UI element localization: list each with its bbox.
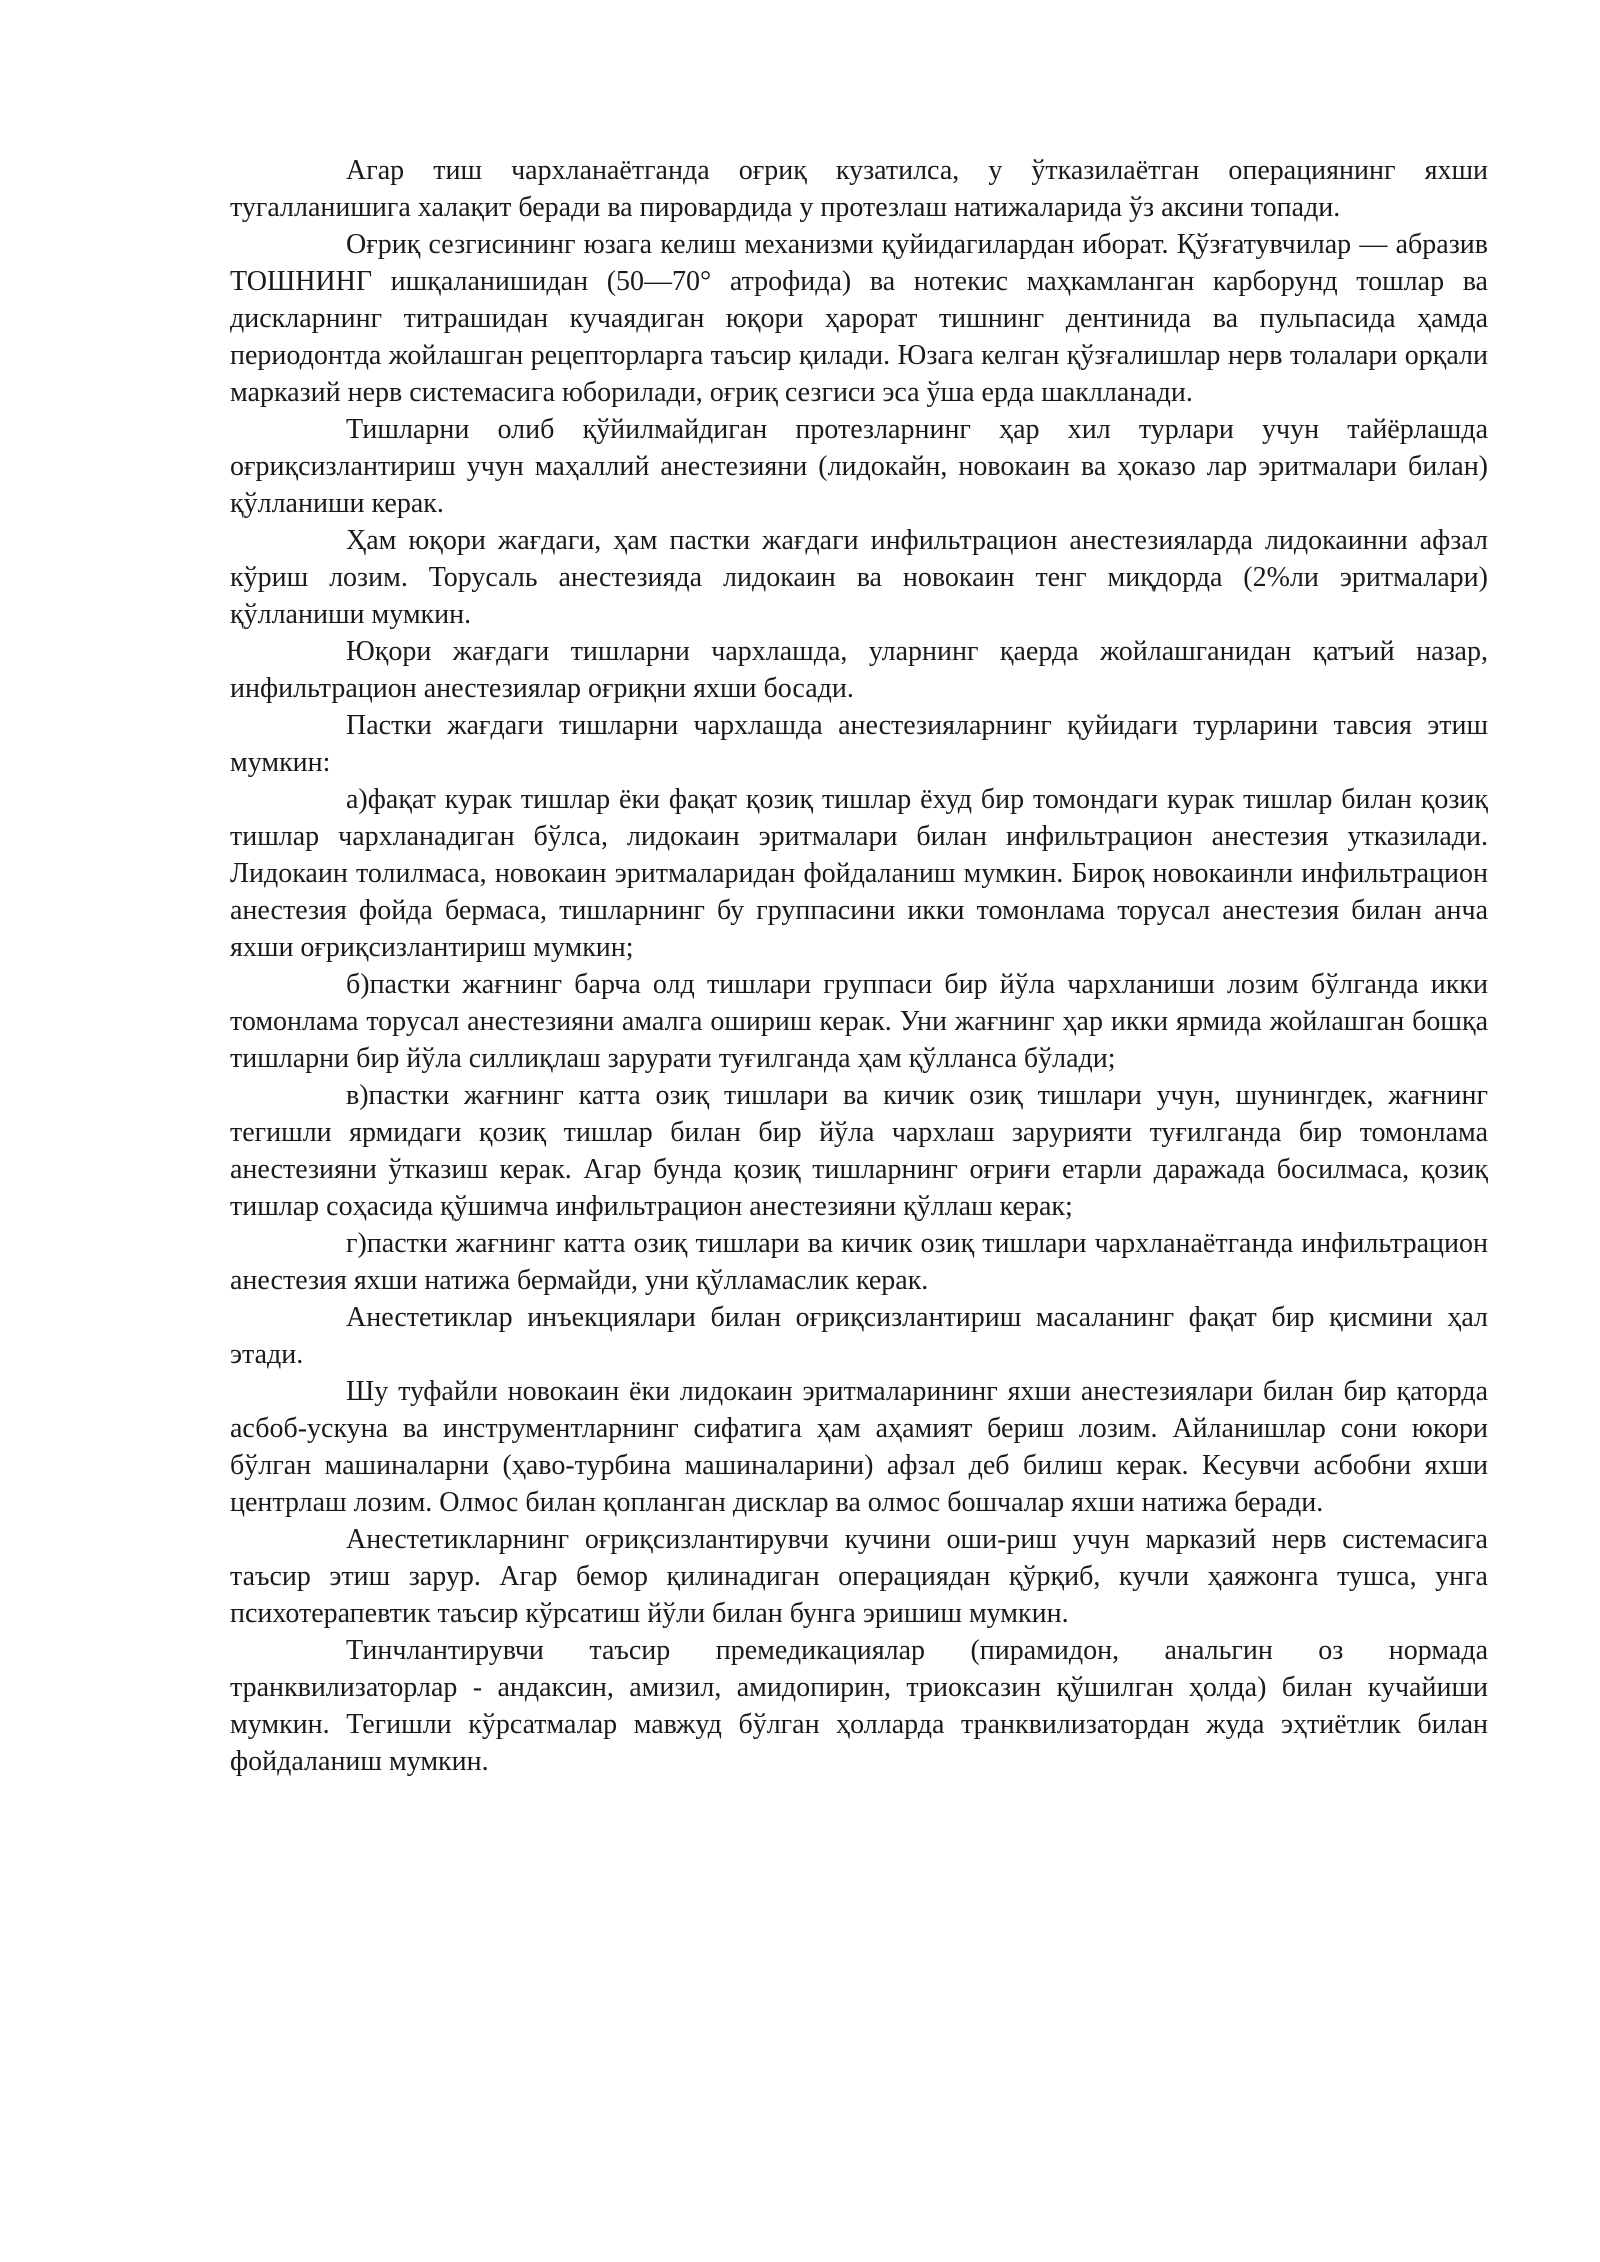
paragraph-pain-mechanism: Оғриқ сезгисининг юзага келиш механизми қуйидагилардан иборат. Қўзғатувчилар — абразив ТОШНИНГ ишқаланишидан (50—70° атрофида) ва нотекис маҳкамланган карборунд тошлар ва дискларнинг титрашидан кучаядиган юқори ҳарорат тишнинг дентинида ва пульпасида ҳамда периодонтда жойлашган рецепторларга таъсир қилади. Юзага келган қўзғалишлар нерв толалари орқали марказий нерв системасига юборилади, оғриқ сезгиси эса ўша ерда шаклланади. — [230, 229, 1488, 408]
paragraph-local-anesthesia: Тишларни олиб қўйилмайдиган протезларнинг ҳар хил турлари учун тайёрлашда оғриқсизлантириш учун маҳаллий анестезияни (лидокайн, новокаин ва ҳоказо лар эритмалари билан) қўлланиши керак. — [230, 414, 1488, 519]
paragraph-instruments: Шу туфайли новокаин ёки лидокаин эритмаларининг яхши анестезиялари билан бир қаторда асбоб-ускуна ва инструментларнинг сифатига ҳам аҳамият бериш лозим. Айланишлар сони юкори бўлган машиналарни (ҳаво-турбина машиналарини) афзал деб билиш керак. Кесувчи асбобни яхши центрлаш лозим. Олмос билан қопланган дисклар ва олмос бошчалар яхши натижа беради. — [230, 1376, 1488, 1518]
paragraph-nervous-system: Анестетикларнинг оғриқсизлантирувчи кучини оши-риш учун марказий нерв системасига таъсир этиш зарур. Агар бемор қилинадиган операциядан қўрқиб, кучли ҳаяжонга тушса, унга психотерапевтик таъсир кўрсатиш йўли билан бунга эришиш мумкин. — [230, 1524, 1488, 1629]
paragraph-anesthetic-injections: Анестетиклар инъекциялари билан оғриқсизлантириш масаланинг фақат бир қисмини ҳал этади. — [230, 1302, 1488, 1370]
paragraph-lower-jaw-intro: Пастки жағдаги тишларни чархлашда анестезияларнинг қуйидаги турларини тавсия этиш мумкин: — [230, 710, 1488, 778]
paragraph-pain-during-grinding: Агар тиш чархланаётганда оғриқ кузатилса, у ўтказилаётган операциянинг яхши тугалланишига халақит беради ва пировардида у протезлаш натижаларида ўз аксини топади. — [230, 155, 1488, 223]
document-page — [230, 152, 1488, 1780]
paragraph-premedication: Тинчлантирувчи таъсир премедикациялар (пирамидон, анальгин оз нормада транквилизаторлар - андаксин, амизил, амидопирин, триоксазин қўшилган ҳолда) билан кучайиши мумкин. Тегишли кўрсатмалар мавжуд бўлган ҳолларда транквилизатордан жуда эҳтиётлик билан фойдаланиш мумкин. — [230, 1635, 1488, 1777]
paragraph-upper-jaw: Юқори жағдаги тишларни чархлашда, уларнинг қаерда жойлашганидан қатъий назар, инфильтрацион анестезиялар оғриқни яхши босади. — [230, 636, 1488, 704]
paragraph-item-g: г)пастки жағнинг катта озиқ тишлари ва кичик озиқ тишлари чархланаётганда инфильтрацион анестезия яхши натижа бермайди, уни қўлламаслик керак. — [230, 1228, 1488, 1296]
paragraph-item-a: а)фақат курак тишлар ёки фақат қозиқ тишлар ёхуд бир томондаги курак тишлар билан қозиқ тишлар чархланадиган бўлса, лидокаин эритмалари билан инфильтрацион анестезия утказилади. Лидокаин толилмаса, новокаин эритмаларидан фойдаланиш мумкин. Бироқ новокаинли инфильтрацион анестезия фойда бермаса, тишларнинг бу группасини икки томонлама торусал анестезия билан анча яхши оғриқсизлантириш мумкин; — [230, 784, 1488, 963]
paragraph-item-b: б)пастки жағнинг барча олд тишлари группаси бир йўла чархланиши лозим бўлганда икки томонлама торусал анестезияни амалга ошириш керак. Уни жағнинг ҳар икки ярмида жойлашган бошқа тишларни бир йўла силлиқлаш зарурати туғилганда ҳам қўлланса бўлади; — [230, 969, 1488, 1074]
paragraph-item-v: в)пастки жағнинг катта озиқ тишлари ва кичик озиқ тишлари учун, шунингдек, жағнинг тегишли ярмидаги қозиқ тишлар билан бир йўла чархлаш зарурияти туғилганда бир томонлама анестезияни ўтказиш керак. Агар бунда қозиқ тишларнинг оғриғи етарли даражада босилмаса, қозиқ тишлар соҳасида қўшимча инфильтрацион анестезияни қўллаш керак; — [230, 1080, 1488, 1222]
paragraph-infiltration-anesthesia: Ҳам юқори жағдаги, ҳам пастки жағдаги инфильтрацион анестезияларда лидокаинни афзал кўриш лозим. Торусаль анестезияда лидокаин ва новокаин тенг миқдорда (2%ли эритмалари) қўлланиши мумкин. — [230, 525, 1488, 630]
